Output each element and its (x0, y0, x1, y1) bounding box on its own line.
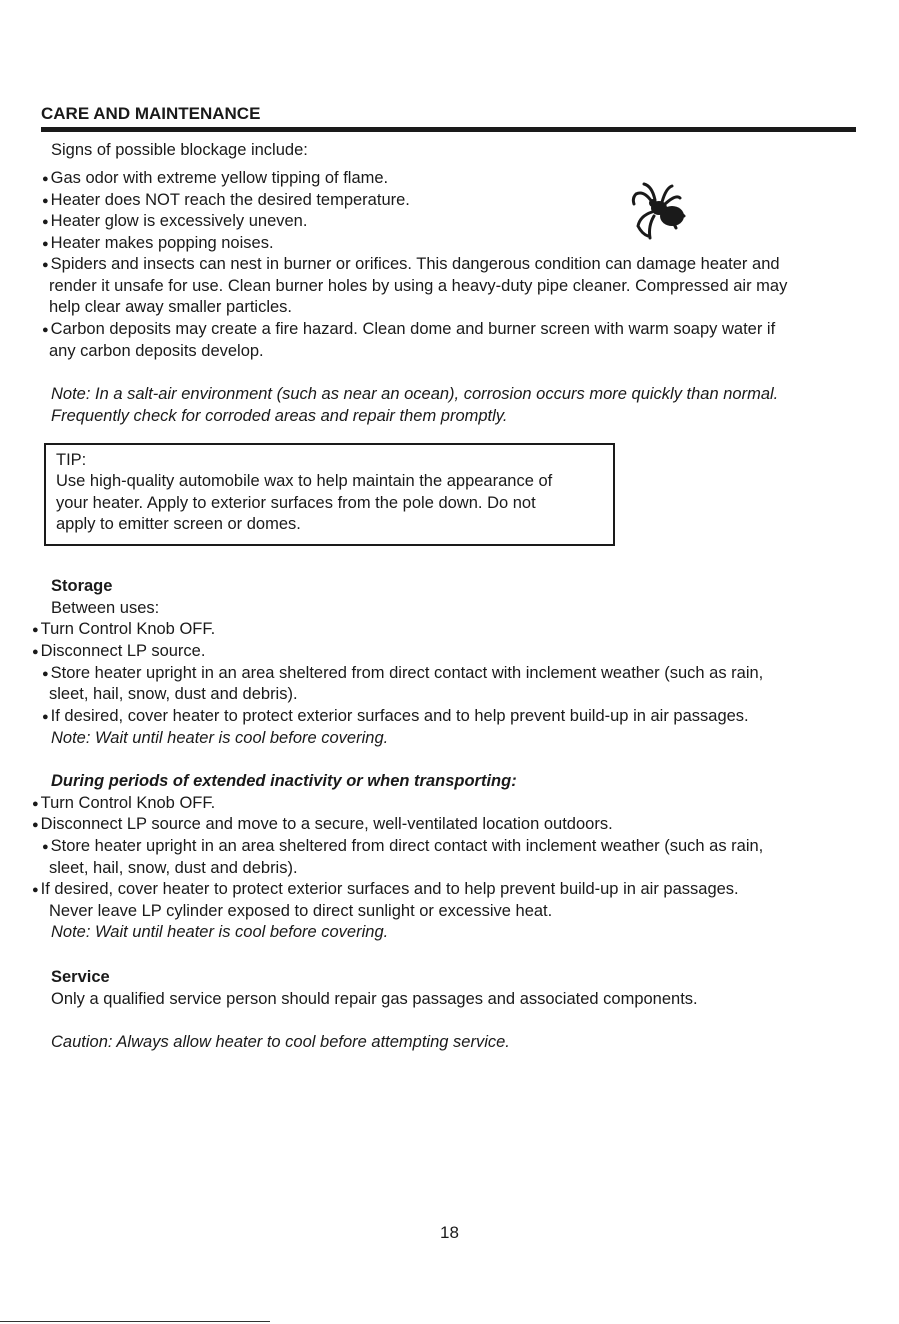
list-item-continuation: sleet, hail, snow, dust and debris). (49, 685, 298, 703)
list-item-continuation: help clear away smaller particles. (49, 298, 293, 316)
list-item: ● Turn Control Knob OFF. (32, 794, 216, 812)
bullet-dot: ● (32, 646, 39, 658)
bullet-dot: ● (42, 238, 49, 250)
tip-text: apply to emitter screen or domes. (56, 515, 301, 533)
bullet-dot: ● (42, 324, 49, 336)
list-item: ● Heater glow is excessively uneven. (42, 212, 308, 230)
bullet-dot: ● (42, 668, 49, 680)
extended-note: Note: Wait until heater is cool before covering. (51, 923, 389, 941)
bullet-dot: ● (32, 884, 39, 896)
tip-text: your heater. Apply to exterior surfaces from the pole down. Do not (56, 494, 536, 512)
bullet-dot: ● (42, 841, 49, 853)
service-heading: Service (51, 968, 110, 986)
bullet-dot: ● (32, 624, 39, 636)
bullet-dot: ● (42, 195, 49, 207)
service-text: Only a qualified service person should repair gas passages and associated components. (51, 990, 698, 1008)
list-item-continuation: render it unsafe for use. Clean burner holes by using a heavy-duty pipe cleaner. Compressed air may (49, 277, 788, 295)
page-title: CARE AND MAINTENANCE (41, 104, 261, 123)
tip-text: Use high-quality automobile wax to help maintain the appearance of (56, 472, 553, 490)
list-item: ● Heater does NOT reach the desired temperature. (42, 191, 410, 209)
spider-icon (622, 180, 700, 246)
list-item: ● Store heater upright in an area sheltered from direct contact with inclement weather (such as rain, (42, 837, 764, 855)
service-caution: Caution: Always allow heater to cool before attempting service. (51, 1033, 510, 1051)
list-item: ● Spiders and insects can nest in burner or orifices. This dangerous condition can damage heater and (42, 255, 780, 273)
tip-label: TIP: (56, 451, 87, 469)
list-item: ● Store heater upright in an area sheltered from direct contact with inclement weather (such as rain, (42, 664, 764, 682)
list-item-continuation: sleet, hail, snow, dust and debris). (49, 859, 298, 877)
list-item: ● Carbon deposits may create a fire hazard. Clean dome and burner screen with warm soapy water if (42, 320, 776, 338)
list-item: ● Turn Control Knob OFF. (32, 620, 216, 638)
list-item: ● If desired, cover heater to protect exterior surfaces and to help prevent build-up in air passages. (42, 707, 749, 725)
bullet-dot: ● (42, 173, 49, 185)
list-item: ● Disconnect LP source and move to a secure, well-ventilated location outdoors. (32, 815, 613, 833)
list-item: ● Heater makes popping noises. (42, 234, 274, 252)
storage-note: Note: Wait until heater is cool before covering. (51, 729, 389, 747)
list-item-continuation: any carbon deposits develop. (49, 342, 264, 360)
note-text: Note: In a salt-air environment (such as near an ocean), corrosion occurs more quickly than normal. (51, 385, 779, 403)
storage-subtitle: Between uses: (51, 599, 160, 617)
page-number: 18 (440, 1223, 459, 1242)
bullet-dot: ● (42, 259, 49, 271)
intro-text: Signs of possible blockage include: (51, 141, 308, 159)
list-item: ● Gas odor with extreme yellow tipping of flame. (42, 169, 389, 187)
note-text: Frequently check for corroded areas and repair them promptly. (51, 407, 508, 425)
bullet-dot: ● (32, 798, 39, 810)
list-item: ● Disconnect LP source. (32, 642, 206, 660)
bullet-dot: ● (42, 216, 49, 228)
bullet-dot: ● (32, 819, 39, 831)
header-rule (41, 127, 856, 132)
bullet-dot: ● (42, 711, 49, 723)
storage-heading: Storage (51, 577, 113, 595)
extended-heading: During periods of extended inactivity or when transporting: (51, 772, 517, 790)
list-item: ● If desired, cover heater to protect exterior surfaces and to help prevent build-up in air passages. (32, 880, 739, 898)
list-item-continuation: Never leave LP cylinder exposed to direct sunlight or excessive heat. (49, 902, 553, 920)
footer-rule (0, 1321, 270, 1322)
